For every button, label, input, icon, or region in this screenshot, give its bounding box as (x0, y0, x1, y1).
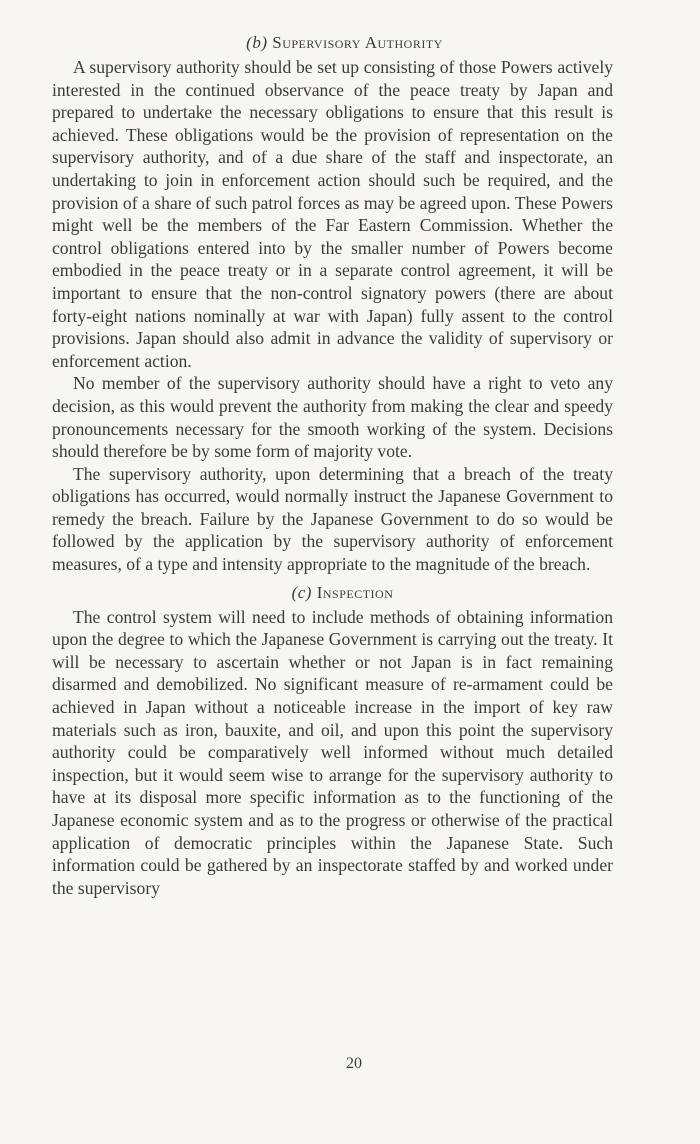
section-heading-inspection (52, 582, 613, 604)
section-letter: (b) (246, 33, 268, 52)
section-letter: (c) (291, 582, 312, 602)
paragraph: A supervisory authority should be set up consisting of those Powers actively interested in the continued observance of the peace treaty by Japan and prepared to undertake the necessary obligations to ensure that this result is achieved. These obligations would be the provision of representation on the supervisory authority, and of a due share of the staff and inspectorate, an undertaking to join in enforcement action should such be required, and the provision of a share of such patrol forces as may be agreed upon. These Powers might well be the members of the Far Eastern Commission. Whether the control obligations entered into by the smaller number of Powers become embodied in the peace treaty or in a separate control agreement, it will be important to ensure that the non-control signatory powers (there are about forty-eight nations nominally at war with Japan) fully assent to the control provisions. Japan should also admit in advance the validity of supervisory or enforcement action. (52, 57, 613, 371)
section-title: Inspection (316, 582, 394, 602)
section-heading-supervisory-authority (52, 32, 613, 54)
page-number: 20 (346, 1055, 362, 1072)
paragraph: The supervisory authority, upon determining that a breach of the treaty obligations has occurred, would normally instruct the Japanese Government to remedy the breach. Failure by the Japanese Government to do so would be followed by the application by the supervisory authority of enforcement measures, of a type and intensity appropriate to the magnitude of the breach. (52, 463, 613, 575)
paragraph: The control system will need to include methods of obtaining information upon the degree to which the Japanese Government is carrying out the treaty. It will be necessary to ascertain whether or not Japan is in fact remaining disarmed and demobilized. No significant measure of re-armament could be achieved in Japan without a noticeable increase in the import of key raw materials such as iron, bauxite, and oil, and upon this point the supervisory authority could be comparatively well informed without much detailed inspection, but it would seem wise to arrange for the supervisory authority to have at its disposal more specific information as to the functioning of the Japanese economic system and as to the progress or otherwise of the practical application of democratic principles within the Japanese State. Such information could be gathered by an inspectorate staffed by and worked under the supervisory (52, 606, 613, 898)
paragraph: No member of the supervisory authority should have a right to veto any decision, as this would prevent the authority from making the clear and speedy pronouncements necessary for the smooth working of the system. Decisions should therefore be by some form of majority vote. (52, 373, 613, 462)
section-title: Supervisory Authority (272, 33, 443, 52)
